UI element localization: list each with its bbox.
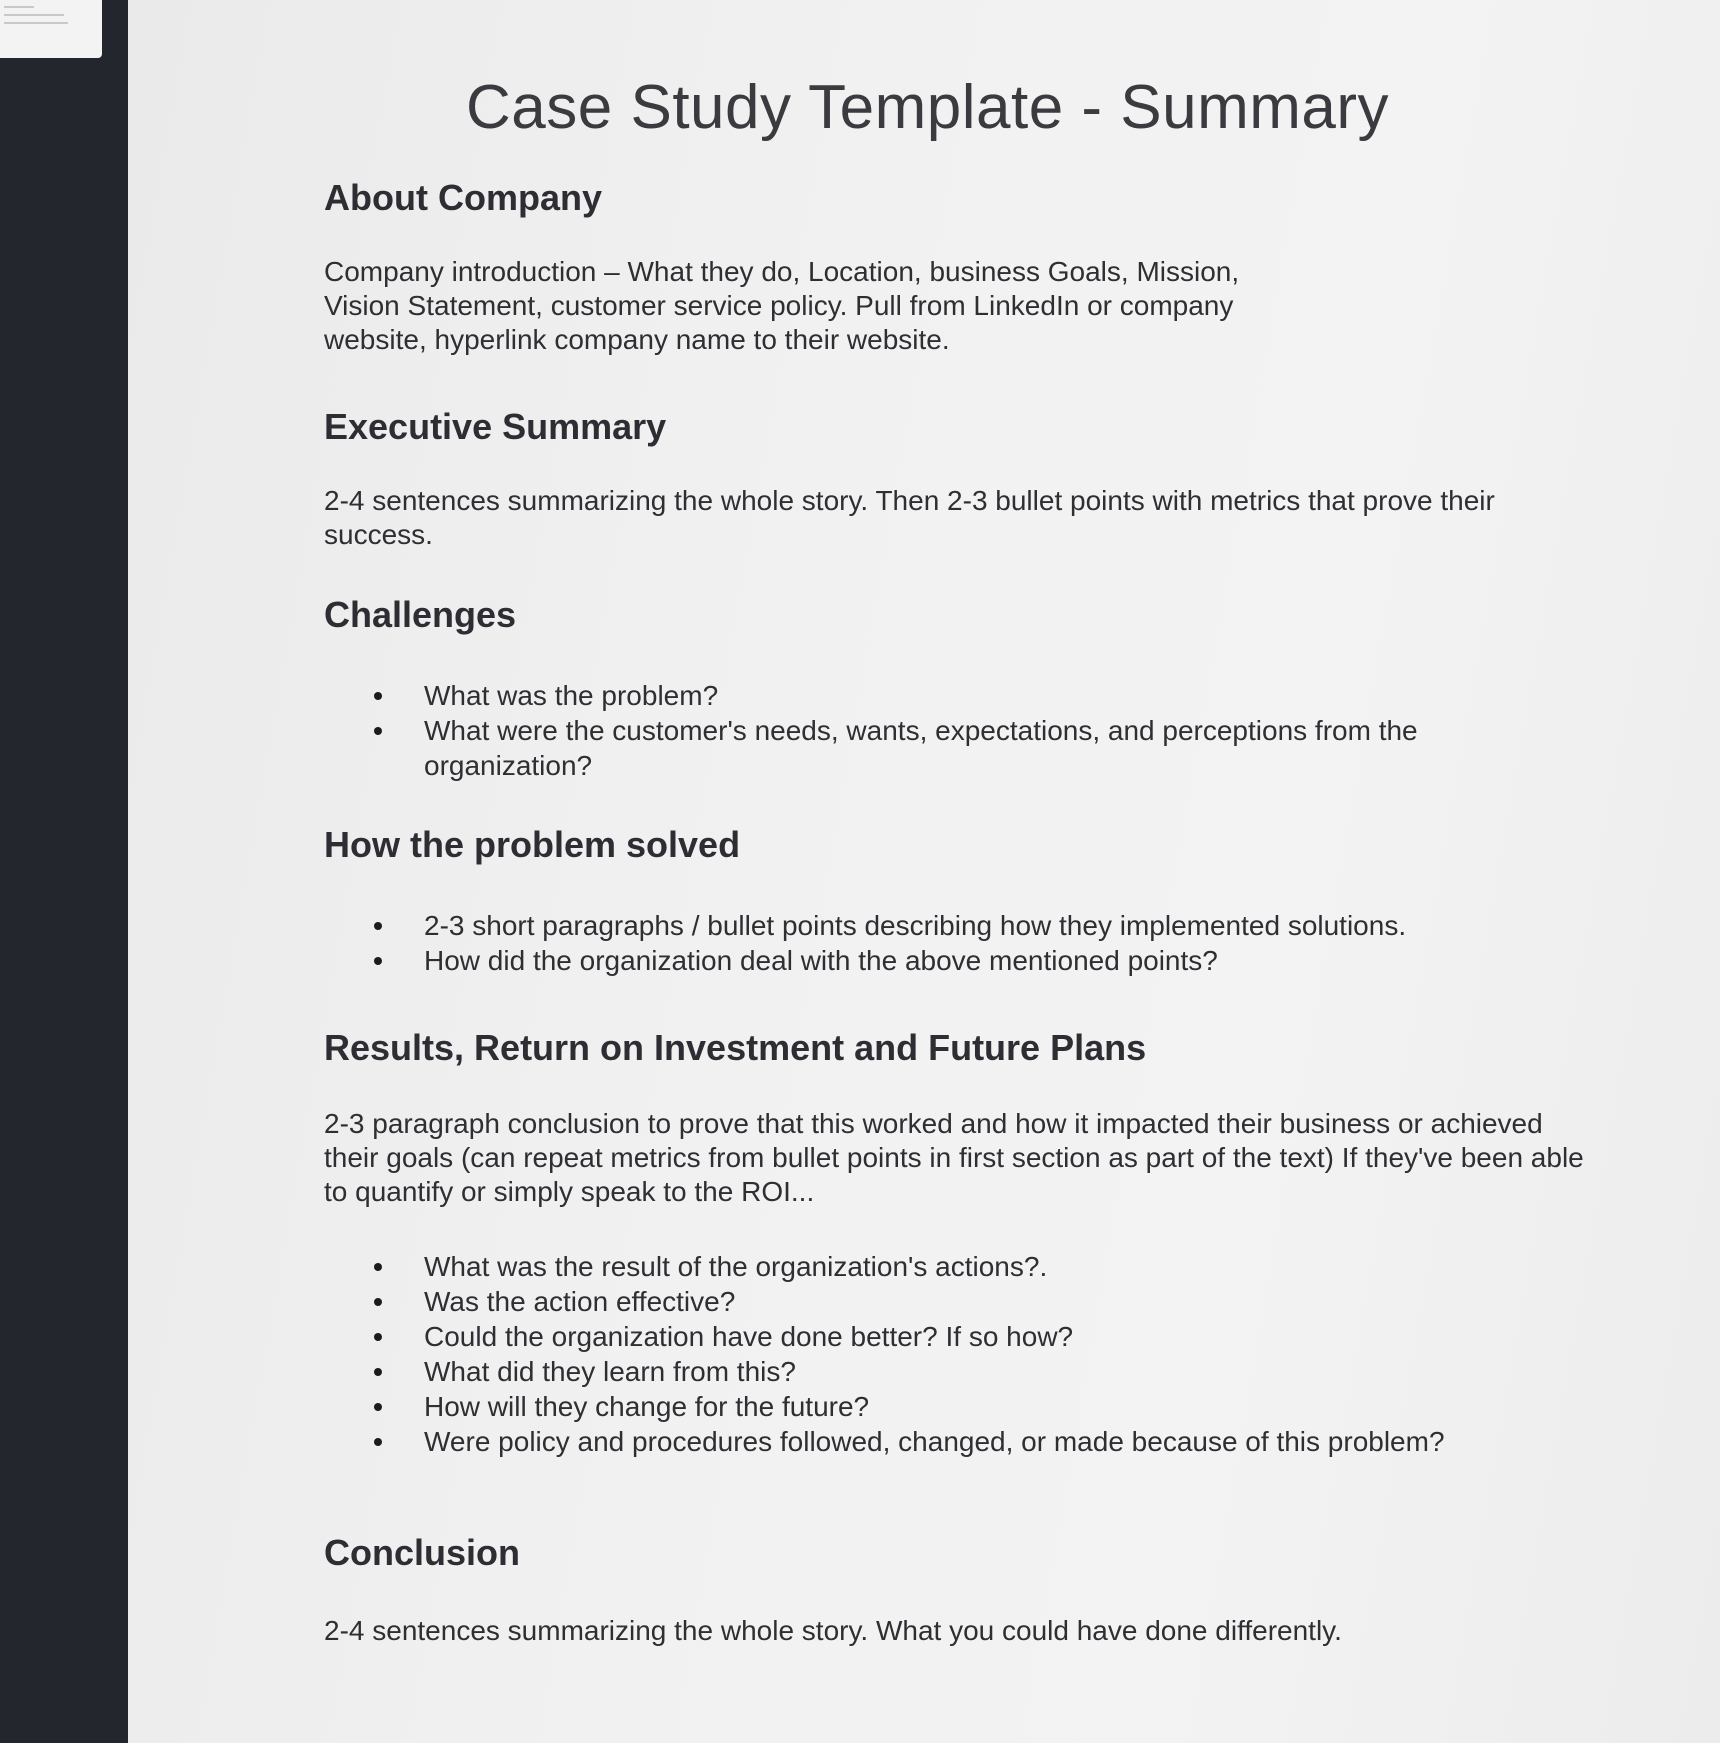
bullet-icon: [374, 1298, 382, 1306]
section-how-the-problem-solved: [324, 824, 1664, 978]
bullet-icon: [374, 922, 382, 930]
list-item: How will they change for the future?: [324, 1389, 1624, 1424]
section-heading: About Company: [324, 177, 602, 218]
bullet-icon: [374, 692, 382, 700]
section-paragraph: 2-4 sentences summarizing the whole story. Then 2-3 bullet points with metrics that prove their success.: [324, 485, 1495, 550]
section-heading: Challenges: [324, 594, 517, 635]
section-paragraph: 2-4 sentences summarizing the whole story. What you could have done differently.: [324, 1615, 1342, 1646]
list-item: What were the customer's needs, wants, expectations, and perceptions from the organization?: [324, 713, 1524, 783]
list-item: Was the action effective?: [324, 1284, 1624, 1319]
bullet-icon: [374, 957, 382, 965]
section-heading: Conclusion: [324, 1532, 520, 1573]
bullet-list: [324, 1249, 1624, 1459]
section-paragraph: Company introduction – What they do, Location, business Goals, Mission, Vision Statement, customer service policy. Pull from LinkedIn or company website, hyperlink company name to their website.: [324, 256, 1240, 355]
list-item: What did they learn from this?: [324, 1354, 1624, 1389]
list-item: 2-3 short paragraphs / bullet points describing how they implemented solutions.: [324, 908, 1664, 943]
section-paragraph: 2-3 paragraph conclusion to prove that this worked and how it impacted their business or achieved their goals (can repeat metrics from bullet points in first section as part of the text) If they've been able to quantify or simply speak to the ROI...: [324, 1108, 1584, 1207]
bullet-icon: [374, 1368, 382, 1376]
section-conclusion: [324, 1532, 1664, 1648]
thumbnail-line: [4, 6, 34, 8]
document-title: Case Study Template - Summary: [466, 73, 1390, 142]
section-executive-summary: [324, 406, 1664, 552]
thumbnail-line: [4, 14, 64, 16]
list-item: What was the result of the organization's actions?.: [324, 1249, 1624, 1284]
section-about-company: [324, 177, 1664, 357]
section-heading: Results, Return on Investment and Future Plans: [324, 1027, 1147, 1068]
list-item: Could the organization have done better? If so how?: [324, 1319, 1624, 1354]
bullet-icon: [374, 1263, 382, 1271]
section-results-roi-future-plans: [324, 1027, 1664, 1459]
section-challenges: [324, 594, 1664, 783]
bullet-icon: [374, 1438, 382, 1446]
document-content: [324, 72, 1664, 1646]
bullet-icon: [374, 1333, 382, 1341]
section-heading: Executive Summary: [324, 406, 667, 447]
thumbnail-line: [4, 22, 68, 24]
document-thumbnail[interactable]: [0, 0, 102, 58]
list-item: How did the organization deal with the above mentioned points?: [324, 943, 1664, 978]
bullet-list: [324, 908, 1664, 978]
bullet-icon: [374, 1403, 382, 1411]
section-heading: How the problem solved: [324, 824, 741, 865]
list-item: Were policy and procedures followed, changed, or made because of this problem?: [324, 1424, 1624, 1459]
list-item: What was the problem?: [324, 678, 1524, 713]
bullet-list: [324, 678, 1524, 783]
bullet-icon: [374, 727, 382, 735]
document-page: [128, 0, 1720, 1743]
